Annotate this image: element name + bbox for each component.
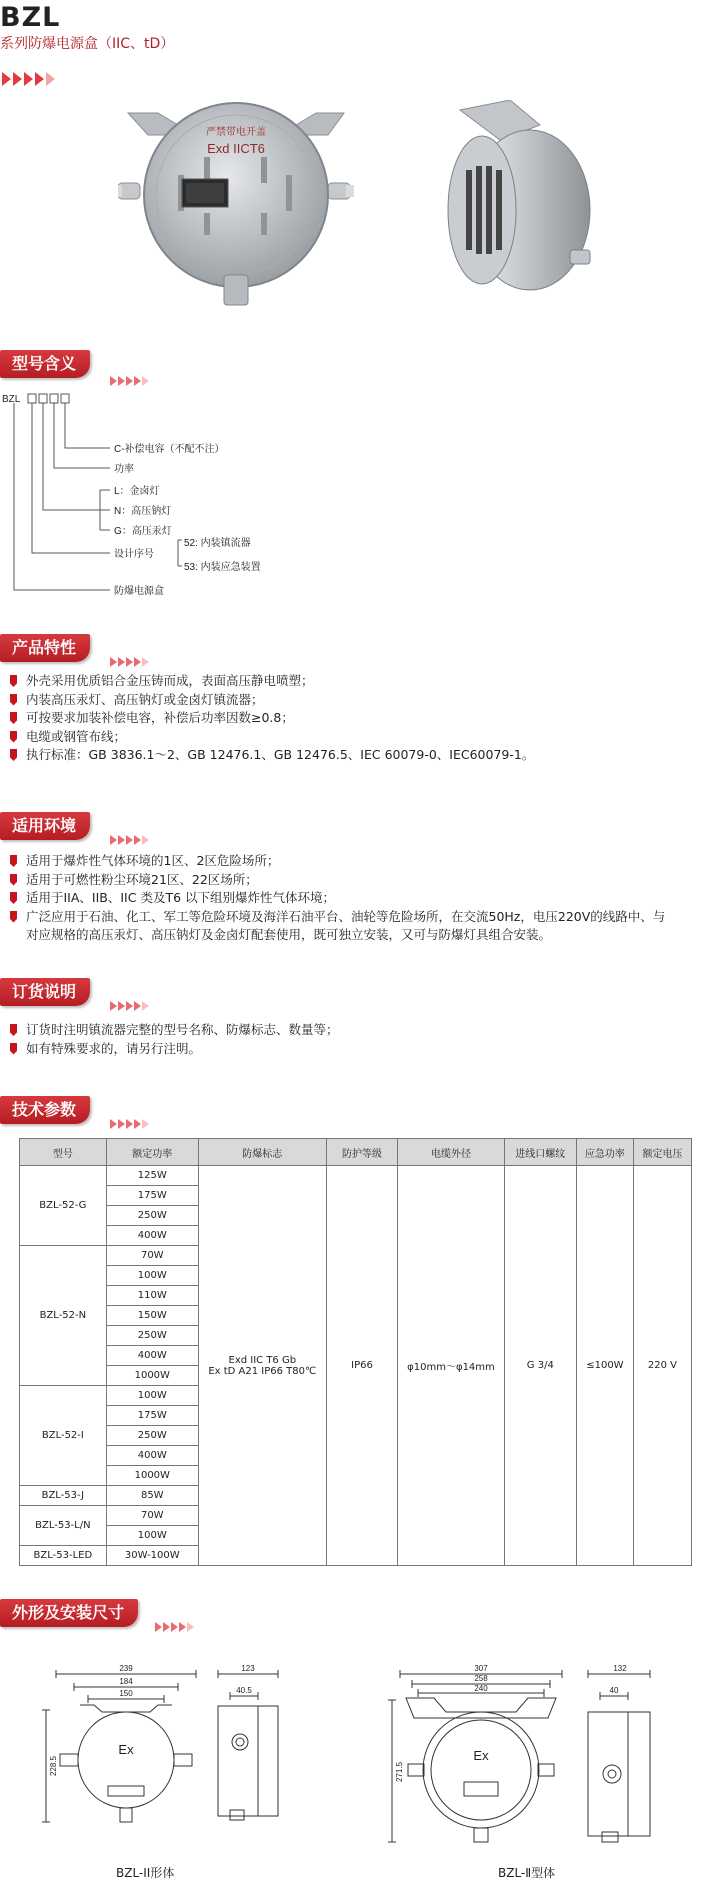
- cell-power: 250W: [106, 1426, 198, 1446]
- section-chevrons: [110, 829, 150, 848]
- cell-power: 250W: [106, 1326, 198, 1346]
- panel-ex-text: Exd IICT6: [207, 141, 265, 156]
- dim1-d1: 123: [241, 1664, 255, 1673]
- page-title: BZL: [0, 2, 61, 33]
- cell-power: 100W: [106, 1266, 198, 1286]
- col-header: 电缆外径: [398, 1139, 505, 1166]
- dim2-d1: 132: [613, 1664, 627, 1673]
- table-row: [20, 1166, 692, 1186]
- dim2-d2: 40: [609, 1686, 619, 1695]
- list-item: 执行标准：GB 3836.1～2、GB 12476.1、GB 12476.5、IEC 60079-0、IEC60079-1。: [8, 746, 534, 765]
- dim1-d2: 40.5: [236, 1686, 252, 1695]
- list-item: 外壳采用优质铝合金压铸而成，表面高压静电喷塑；: [8, 672, 534, 691]
- list-item: 电缆或钢管布线；: [8, 728, 534, 747]
- list-item: 内装高压汞灯、高压钠灯或金卤灯镇流器；: [8, 691, 534, 710]
- col-header: 额定功率: [106, 1139, 198, 1166]
- cell-thread: G 3/4: [504, 1166, 576, 1566]
- dim1-w2: 184: [119, 1677, 133, 1686]
- section-chevrons: [110, 995, 150, 1014]
- cell-power: 175W: [106, 1406, 198, 1426]
- cell-model: BZL-53-LED: [20, 1546, 107, 1566]
- cell-emergency: ≤100W: [576, 1166, 633, 1566]
- col-header: 额定电压: [633, 1139, 691, 1166]
- cell-power: 400W: [106, 1226, 198, 1246]
- section-model-heading: 型号含义: [0, 350, 90, 378]
- cell-power: 70W: [106, 1506, 198, 1526]
- col-header: 应急功率: [576, 1139, 633, 1166]
- model-line-design: 设计序号: [114, 549, 154, 560]
- cell-power: 125W: [106, 1166, 198, 1186]
- panel-warning-text: 严禁带电开盖: [206, 127, 266, 138]
- dimension-drawing-small: [40, 1660, 300, 1860]
- model-line-n: N：高压钠灯: [114, 506, 172, 517]
- col-header: 防爆标志: [198, 1139, 326, 1166]
- list-item: 适用于IIA、IIB、IIC 类及T6 以下组别爆炸性气体环境；: [8, 889, 708, 908]
- section-chevrons: [110, 370, 150, 389]
- list-item: 如有特殊要求的，请另行注明。: [8, 1040, 339, 1059]
- page-subtitle: 系列防爆电源盒（IIC、tD）: [0, 36, 175, 52]
- list-item-continued: 对应规格的高压汞灯、高压钠灯及金卤灯配套使用，既可独立安装，又可与防爆灯具组合安装。: [26, 927, 552, 942]
- header-chevrons: [2, 71, 57, 90]
- cell-model: BZL-53-J: [20, 1486, 107, 1506]
- dimension-drawing-large: [388, 1660, 688, 1860]
- dim1-ex: Ex: [118, 1742, 134, 1757]
- col-header: 进线口螺纹: [504, 1139, 576, 1166]
- cell-power: 400W: [106, 1446, 198, 1466]
- cell-power: 150W: [106, 1306, 198, 1326]
- cell-power: 100W: [106, 1526, 198, 1546]
- model-code-diagram: [0, 390, 300, 600]
- cell-model: BZL-52-G: [20, 1166, 107, 1246]
- list-item: 广泛应用于石油、化工、军工等危险环境及海洋石油平台、油轮等危险场所，在交流50Hz，电压220V的线路中、与: [8, 908, 708, 927]
- model-line-box: 防爆电源盒: [114, 586, 164, 597]
- section-ordering-heading: 订货说明: [0, 978, 90, 1006]
- dim1-h: 228.5: [49, 1755, 58, 1777]
- cell-protection: IP66: [326, 1166, 397, 1566]
- cell-power: 400W: [106, 1346, 198, 1366]
- section-chevrons: [110, 1113, 150, 1132]
- cell-power: 250W: [106, 1206, 198, 1226]
- cell-model: BZL-53-L/N: [20, 1506, 107, 1546]
- list-item: 订货时注明镇流器完整的型号名称、防爆标志、数量等；: [8, 1021, 339, 1040]
- cell-power: 1000W: [106, 1466, 198, 1486]
- col-header: 防护等级: [326, 1139, 397, 1166]
- cell-power: 100W: [106, 1386, 198, 1406]
- list-item: 适用于可燃性粉尘环境21区、22区场所；: [8, 871, 708, 890]
- dim2-w3: 240: [474, 1684, 488, 1693]
- list-item: 适用于爆炸性气体环境的1区、2区危险场所；: [8, 852, 708, 871]
- cell-voltage: 220 V: [633, 1166, 691, 1566]
- cell-power: 70W: [106, 1246, 198, 1266]
- cell-cable: φ10mm～φ14mm: [398, 1166, 505, 1566]
- ordering-list: [8, 1021, 339, 1058]
- list-item: 可按要求加装补偿电容，补偿后功率因数≥0.8；: [8, 709, 534, 728]
- cell-power: 30W-100W: [106, 1546, 198, 1566]
- environment-list: [8, 852, 708, 945]
- spec-table-body: [20, 1166, 692, 1566]
- product-front-image: [118, 95, 356, 320]
- col-header: 型号: [20, 1139, 107, 1166]
- section-params-heading: 技术参数: [0, 1096, 90, 1124]
- product-side-image: [420, 100, 600, 310]
- model-line-capacitor: C-补偿电容（不配不注）: [114, 444, 225, 455]
- dim1-w3: 150: [119, 1689, 133, 1698]
- cell-power: 85W: [106, 1486, 198, 1506]
- dim2-w2: 258: [474, 1674, 488, 1683]
- ex-mark-line-1: Exd IIC T6 Gb: [228, 1354, 297, 1366]
- cell-model: BZL-52-I: [20, 1386, 107, 1486]
- dimension-caption-large: BZL-Ⅱ型体: [498, 1866, 556, 1880]
- cell-model: BZL-52-N: [20, 1246, 107, 1386]
- model-line-53: 53: 内装应急装置: [184, 562, 261, 573]
- section-features-heading: 产品特性: [0, 634, 90, 662]
- section-environment-heading: 适用环境: [0, 812, 90, 840]
- model-line-g: G：高压汞灯: [114, 526, 172, 537]
- dim2-w1: 307: [474, 1664, 488, 1673]
- spec-table: [19, 1138, 692, 1566]
- dim2-h: 271.5: [395, 1761, 404, 1783]
- model-line-52: 52: 内装镇流器: [184, 538, 251, 549]
- cell-ex-mark: [198, 1166, 326, 1566]
- dim1-w1: 239: [119, 1664, 133, 1673]
- model-line-power: 功率: [114, 464, 134, 475]
- cell-power: 1000W: [106, 1366, 198, 1386]
- dimension-caption-small: BZL-II形体: [116, 1866, 175, 1880]
- ex-mark-line-2: Ex tD A21 IP66 T80℃: [208, 1365, 317, 1377]
- section-chevrons: [155, 1616, 195, 1635]
- section-chevrons: [110, 651, 150, 670]
- model-line-l: L：金卤灯: [114, 486, 160, 497]
- model-prefix: BZL: [2, 394, 21, 405]
- cell-power: 110W: [106, 1286, 198, 1306]
- section-dimensions-heading: 外形及安装尺寸: [0, 1599, 138, 1627]
- dim2-ex: Ex: [473, 1748, 489, 1763]
- cell-power: 175W: [106, 1186, 198, 1206]
- features-list: [8, 672, 534, 765]
